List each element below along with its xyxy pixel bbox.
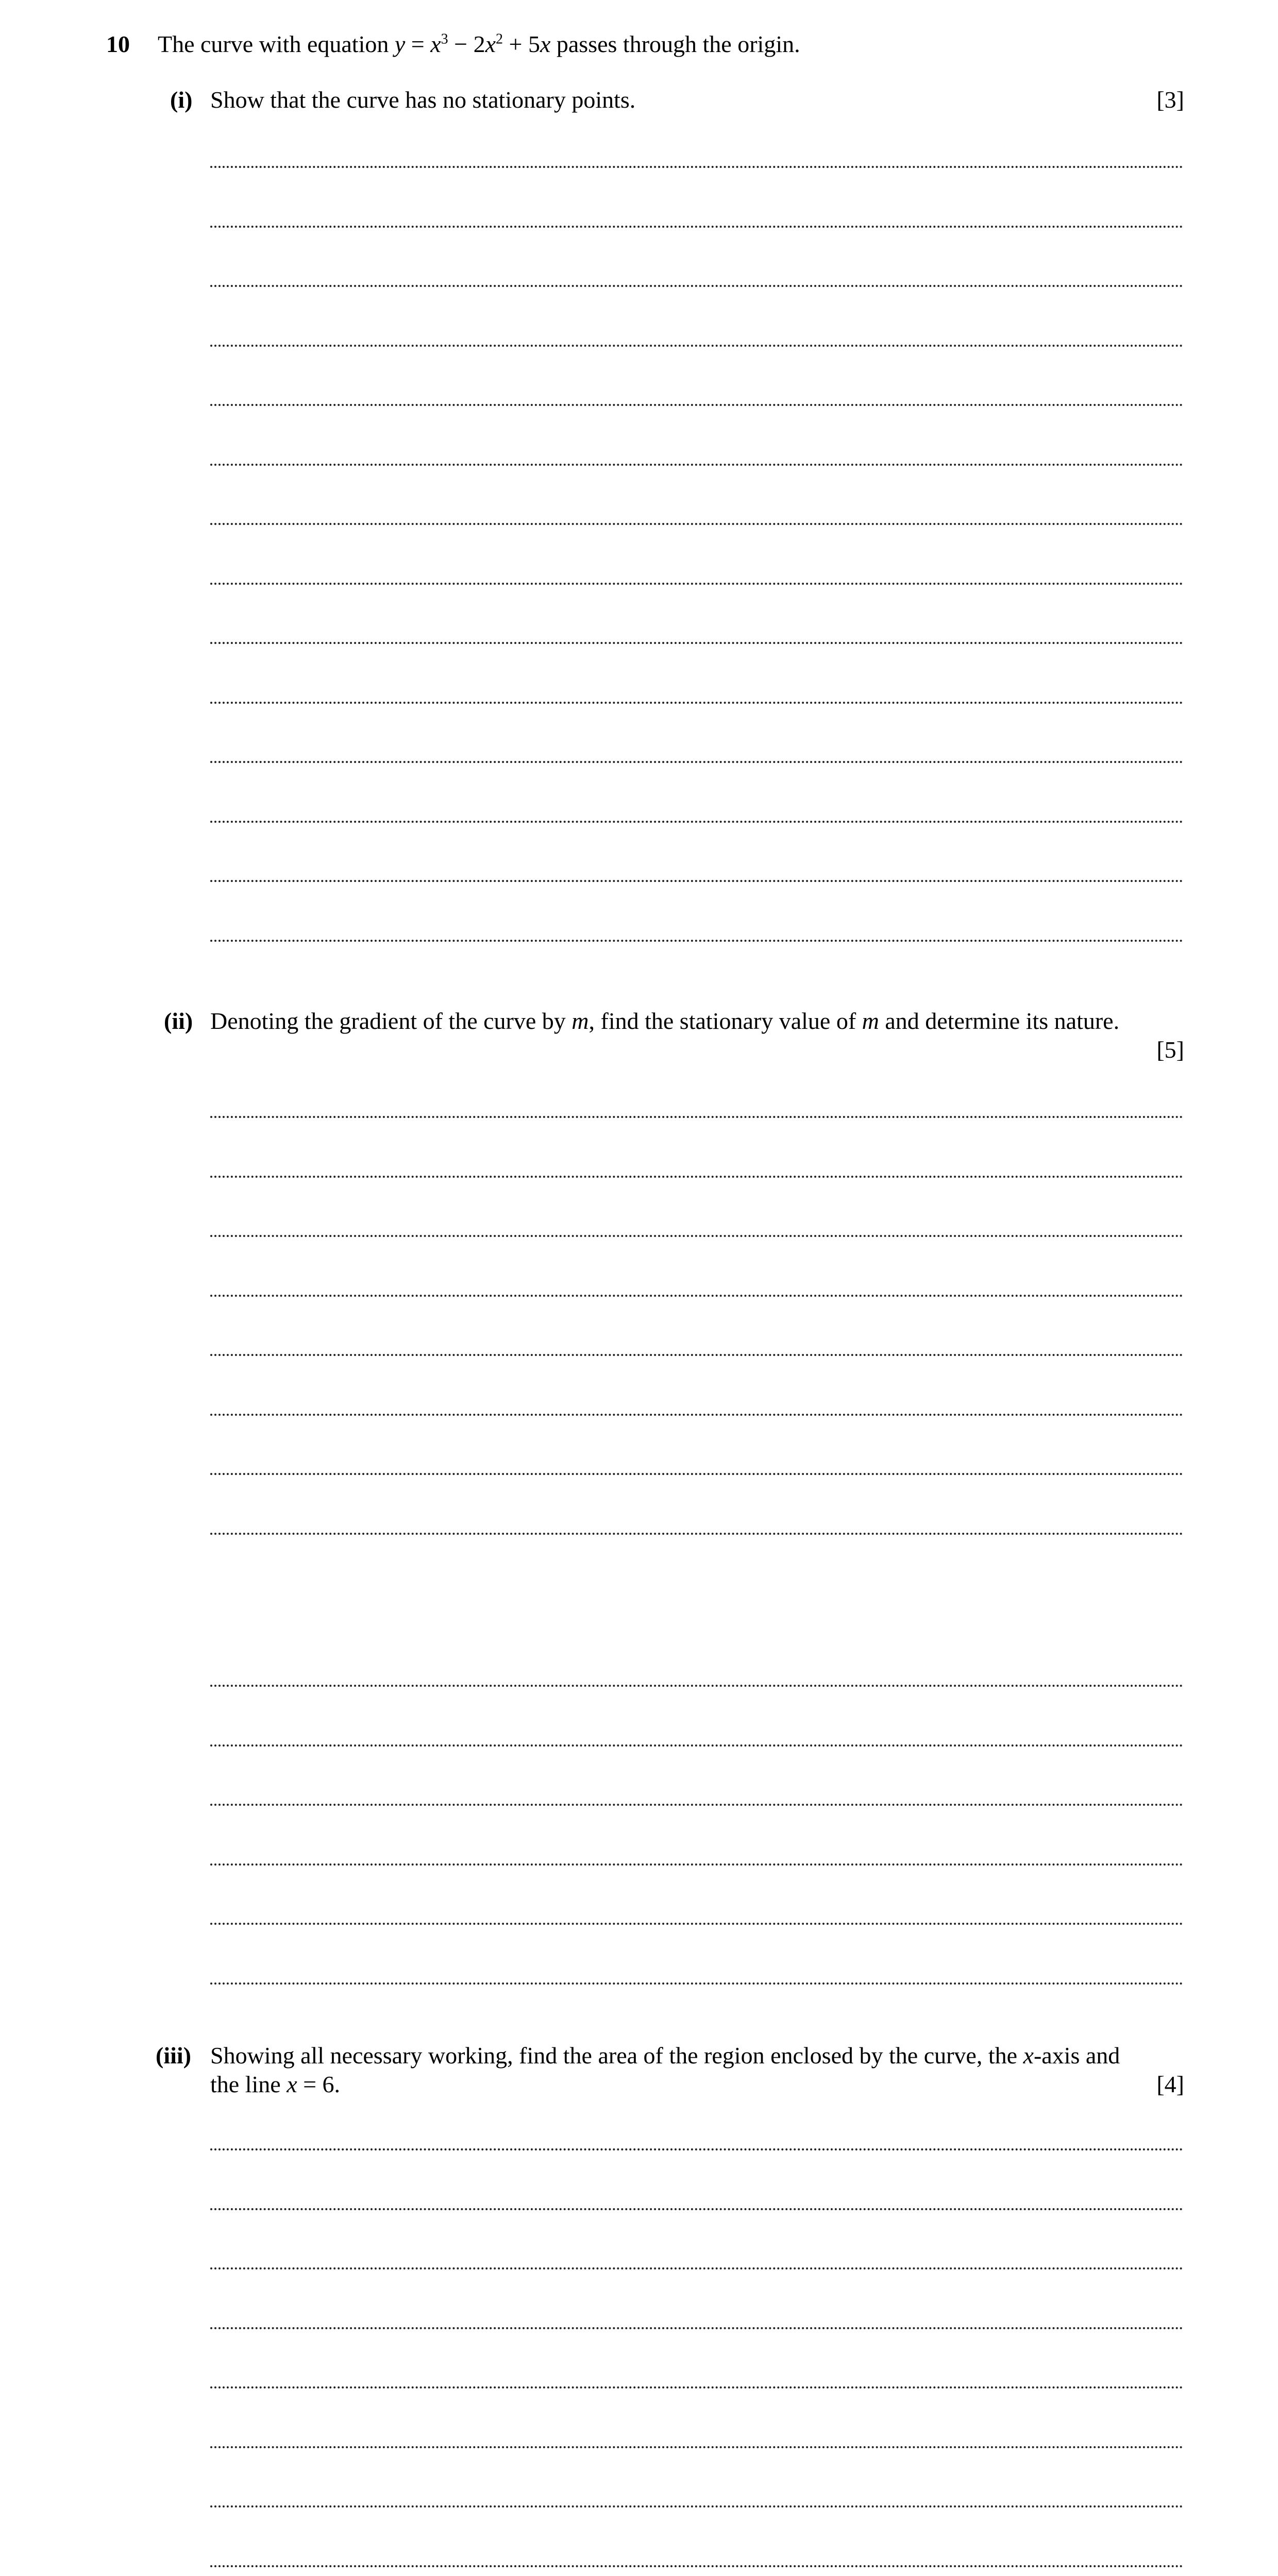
answer-line[interactable] xyxy=(210,523,1183,525)
answer-line[interactable] xyxy=(210,166,1183,168)
part-ii-text-b: , find the stationary value of xyxy=(588,1008,862,1034)
answer-line[interactable] xyxy=(210,761,1183,763)
answer-line[interactable] xyxy=(210,940,1183,942)
answer-line[interactable] xyxy=(210,2505,1183,2507)
part-iii-text-line1 xyxy=(210,2041,1120,2070)
answer-line[interactable] xyxy=(210,2148,1183,2150)
part-iii-text-1b: -axis and xyxy=(1033,2042,1120,2069)
answer-line[interactable] xyxy=(210,2565,1183,2567)
answer-line[interactable] xyxy=(210,345,1183,347)
answer-line[interactable] xyxy=(210,702,1183,704)
answer-line[interactable] xyxy=(210,2446,1183,2448)
part-ii-text-c: and determine its nature. xyxy=(879,1008,1120,1034)
answer-line[interactable] xyxy=(210,1744,1183,1747)
eq-minus: − 2 xyxy=(448,31,485,57)
part-iii-text-1a: Showing all necessary working, find the area of the region enclosed by the curve, the xyxy=(210,2042,1023,2069)
part-i-marks: [3] xyxy=(1156,87,1184,113)
part-iii-var-x: x xyxy=(1023,2042,1034,2069)
eq-exp1: 3 xyxy=(441,31,448,47)
answer-line[interactable] xyxy=(210,226,1183,228)
answer-line[interactable] xyxy=(210,1176,1183,1178)
answer-line[interactable] xyxy=(210,1354,1183,1356)
answer-line[interactable] xyxy=(210,821,1183,823)
answer-line[interactable] xyxy=(210,1473,1183,1475)
answer-line[interactable] xyxy=(210,464,1183,466)
answer-line[interactable] xyxy=(210,880,1183,882)
answer-line[interactable] xyxy=(210,1235,1183,1237)
answer-line[interactable] xyxy=(210,583,1183,585)
answer-line[interactable] xyxy=(210,1685,1183,1687)
eq-y: y xyxy=(394,31,406,57)
part-iii-text-line2 xyxy=(210,2070,340,2099)
answer-line[interactable] xyxy=(210,2208,1183,2210)
part-ii-var-m2: m xyxy=(862,1008,879,1034)
answer-line[interactable] xyxy=(210,1414,1183,1416)
part-ii-text xyxy=(210,1007,1119,1036)
answer-line[interactable] xyxy=(210,1863,1183,1866)
part-iii-text-2a: the line xyxy=(210,2071,287,2097)
answer-line[interactable] xyxy=(210,1804,1183,1806)
answer-line[interactable] xyxy=(210,642,1183,644)
eq-equals: = xyxy=(405,31,431,57)
part-ii-label: (ii) xyxy=(164,1008,193,1034)
answer-line[interactable] xyxy=(210,1923,1183,1925)
part-iii-marks: [4] xyxy=(1156,2071,1184,2097)
answer-line[interactable] xyxy=(210,1982,1183,1985)
answer-line[interactable] xyxy=(210,2267,1183,2269)
question-stem xyxy=(158,30,800,59)
answer-line[interactable] xyxy=(210,285,1183,287)
eq-plus: + 5 xyxy=(503,31,540,57)
eq-x1: x xyxy=(430,31,441,57)
part-ii-var-m1: m xyxy=(571,1008,589,1034)
answer-line[interactable] xyxy=(210,2386,1183,2388)
eq-exp2: 2 xyxy=(496,31,503,47)
answer-line[interactable] xyxy=(210,1533,1183,1535)
part-ii-marks: [5] xyxy=(1156,1037,1184,1063)
eq-x2: x xyxy=(485,31,496,57)
answer-line[interactable] xyxy=(210,404,1183,406)
part-iii-label: (iii) xyxy=(156,2042,191,2069)
stem-prefix: The curve with equation xyxy=(158,31,395,57)
part-iii-text-2b: = 6. xyxy=(297,2071,341,2097)
stem-suffix: passes through the origin. xyxy=(550,31,800,57)
part-i-text: Show that the curve has no stationary points. xyxy=(210,87,636,113)
answer-line[interactable] xyxy=(210,1295,1183,1297)
question-number: 10 xyxy=(106,31,130,57)
eq-x3: x xyxy=(540,31,551,57)
part-i-label: (i) xyxy=(170,87,193,113)
answer-line[interactable] xyxy=(210,1116,1183,1118)
answer-line[interactable] xyxy=(210,2327,1183,2329)
part-iii-var-x2: x xyxy=(287,2071,297,2097)
part-ii-text-a: Denoting the gradient of the curve by xyxy=(210,1008,572,1034)
